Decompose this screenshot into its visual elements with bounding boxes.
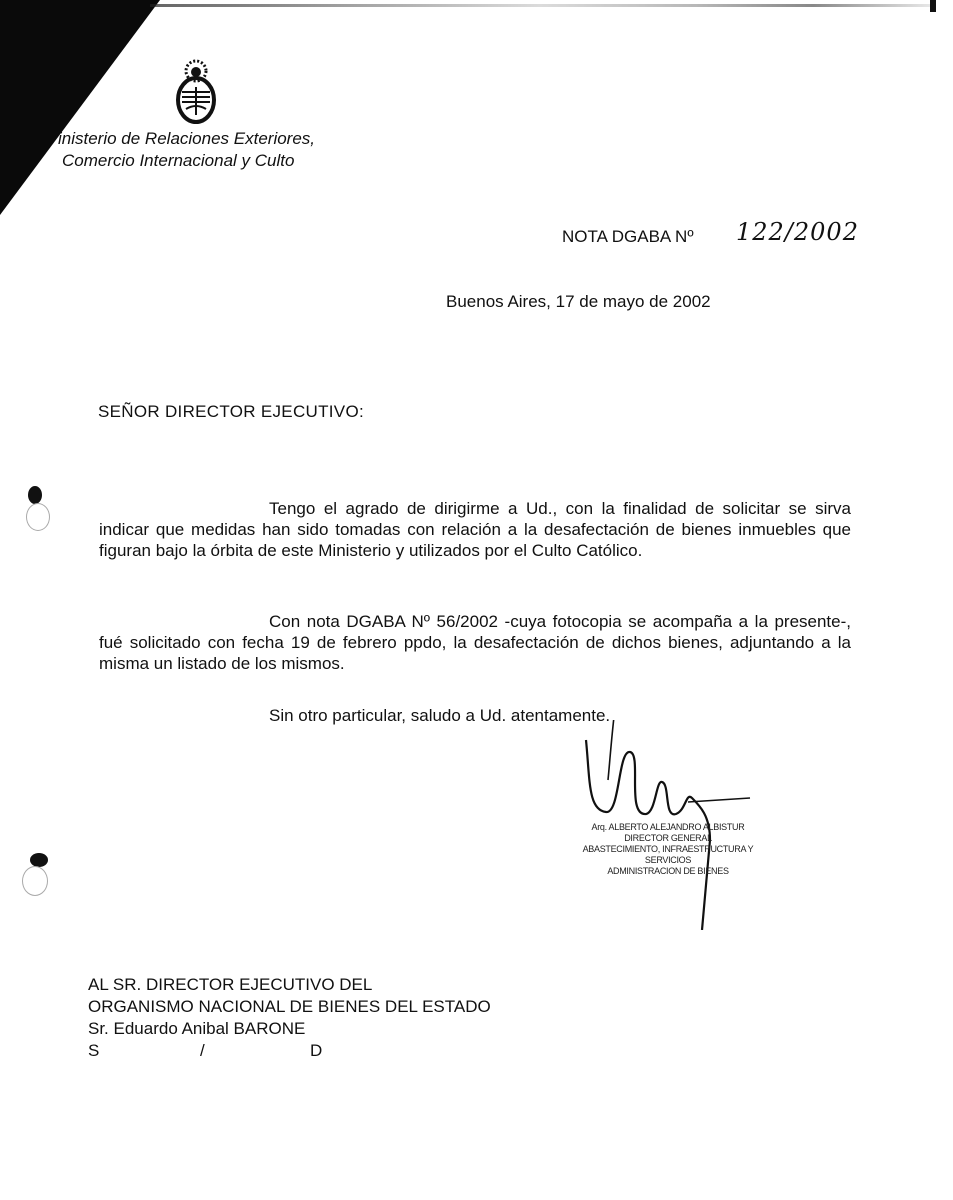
signature-block: [568, 822, 768, 877]
body-paragraph-1: Tengo el agrado de dirigirme a Ud., con la finalidad de solicitar se sirva indicar que medidas han sido tomadas con relación a la desafectación de bienes inmuebles que figuran bajo la órbita de este Ministerio y utilizados por el Culto Católico.: [99, 499, 851, 560]
punch-hole-mark: [30, 853, 48, 867]
scan-top-edge: [150, 4, 930, 7]
signatory-title: DIRECTOR GENERAL: [624, 833, 712, 843]
signatory-name: Arq. ALBERTO ALEJANDRO ALBISTUR: [591, 822, 745, 832]
punch-hole-mark: [28, 486, 42, 504]
closing-line: Sin otro particular, saludo a Ud. atentamente.: [269, 706, 611, 725]
ministry-header: [58, 128, 315, 172]
su-despacho-line: [88, 1040, 491, 1062]
addressee-line-1: AL SR. DIRECTOR EJECUTIVO DEL: [88, 975, 373, 994]
punch-hole-ring: [22, 866, 48, 896]
scan-edge-mark: [930, 0, 936, 12]
reference-number-handwritten: 122/2002: [736, 218, 859, 246]
signatory-dept-2: ADMINISTRACION DE BIENES: [607, 866, 729, 876]
reference-label: NOTA DGABA Nº: [562, 227, 694, 246]
addressee-line-2: ORGANISMO NACIONAL DE BIENES DEL ESTADO: [88, 997, 491, 1016]
argentina-coat-of-arms-icon: [168, 55, 224, 127]
signatory-dept-1: ABASTECIMIENTO, INFRAESTRUCTURA Y SERVICIOS: [582, 844, 754, 865]
date-line: Buenos Aires, 17 de mayo de 2002: [446, 292, 711, 311]
salutation: SEÑOR DIRECTOR EJECUTIVO:: [98, 402, 364, 421]
scan-corner-shadow: [0, 0, 160, 215]
ministry-line-1: inisterio de Relaciones Exteriores,: [58, 129, 316, 148]
body-paragraph-2: Con nota DGABA Nº 56/2002 -cuya fotocopia se acompaña a la presente-, fué solicitado con fecha 19 de febrero ppdo, la desafectación de dichos bienes, adjuntando a la misma un listado de los mismos.: [99, 612, 851, 673]
sd-s: S: [88, 1041, 100, 1060]
sd-slash: /: [200, 1041, 205, 1060]
punch-hole-ring: [26, 503, 50, 531]
addressee-line-3: Sr. Eduardo Anibal BARONE: [88, 1019, 306, 1038]
sd-d: D: [310, 1041, 323, 1060]
ministry-line-2: Comercio Internacional y Culto: [62, 151, 295, 170]
addressee-block: [88, 974, 491, 1062]
